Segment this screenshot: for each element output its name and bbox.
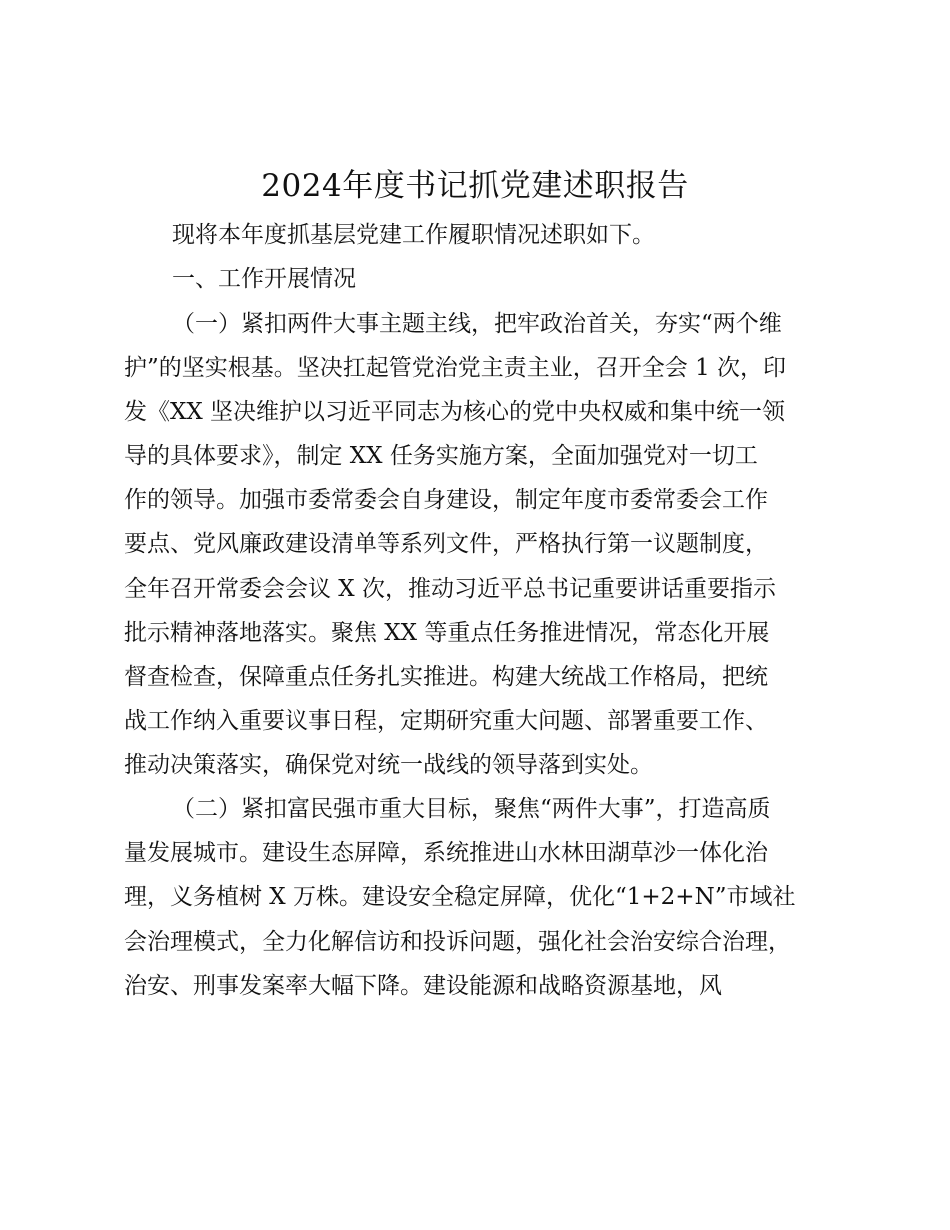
paragraph-1-line: 要点、党风廉政建设清单等系列文件，严格执行第一议题制度， [124,531,768,557]
paragraph-intro: 现将本年度抓基层党建工作履职情况述职如下。 [172,222,655,248]
paragraph-1-line: 战工作纳入重要议事日程，定期研究重大问题、部署重要工作、 [124,708,768,734]
paragraph-2-line: 会治理模式，全力化解信访和投诉问题，强化社会治安综合治理， [124,929,791,955]
paragraph-1-line: 督查检查，保障重点任务扎实推进。构建大统战工作格局，把统 [124,664,768,690]
paragraph-1-line: 导的具体要求》，制定 XX 任务实施方案，全面加强党对一切工 [124,443,758,469]
paragraph-1-line: 批示精神落地落实。聚焦 XX 等重点任务推进情况，常态化开展 [124,620,770,646]
paragraph-2-line: 量发展城市。建设生态屏障，系统推进山水林田湖草沙一体化治 [124,840,768,866]
paragraph-1-line: 全年召开常委会会议 X 次，推动习近平总书记重要讲话重要指示 [124,576,776,602]
section-heading: 一、工作开展情况 [172,266,356,292]
paragraph-1-line: 护”的坚实根基。坚决扛起管党治党主责主业，召开全会 1 次，印 [124,355,787,381]
paragraph-2-line: 治安、刑事发案率大幅下降。建设能源和战略资源基地，风 [124,973,722,999]
paragraph-1-line: 作的领导。加强市委常委会自身建设，制定年度市委常委会工作 [124,487,768,513]
paragraph-1-line: （一）紧扣两件大事主题主线，把牢政治首关，夯实“两个维 [172,311,782,337]
paragraph-1-line: 发《XX 坚决维护以习近平同志为核心的党中央权威和集中统一领 [124,399,786,425]
paragraph-2-line: （二）紧扣富民强市重大目标，聚焦“两件大事”，打造高质 [172,796,771,822]
document-title: 2024年度书记抓党建述职报告 [261,168,689,204]
paragraph-1-line: 推动决策落实，确保党对统一战线的领导落到实处。 [124,752,653,778]
paragraph-2-line: 理，义务植树 X 万株。建设安全稳定屏障，优化“1+2+N”市域社 [124,884,796,910]
